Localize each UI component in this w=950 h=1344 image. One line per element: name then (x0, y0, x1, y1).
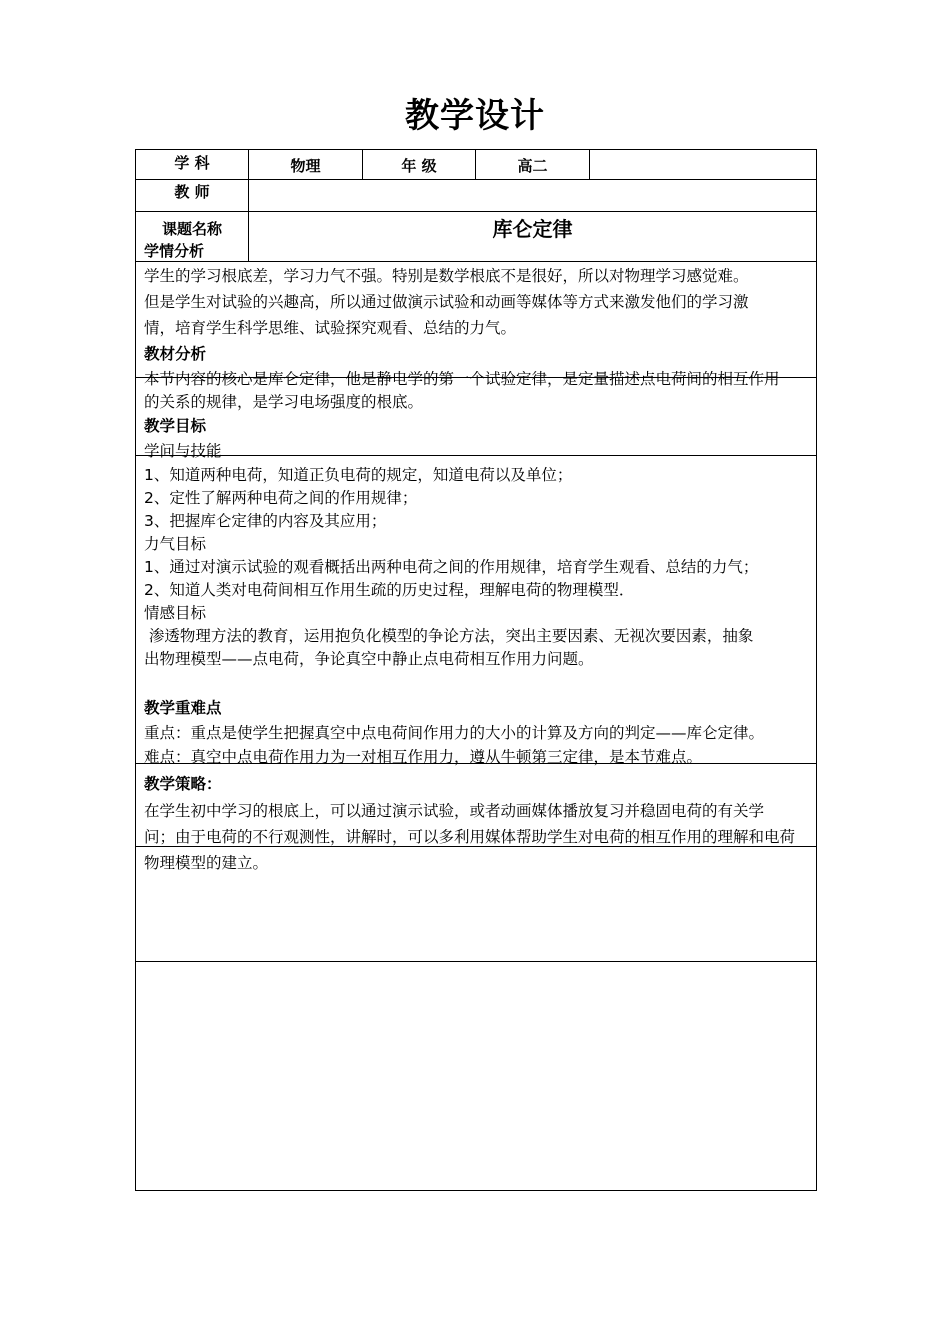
analysis-label: 学情分析 (144, 241, 205, 260)
sub-heading: 学问与技能 (144, 442, 222, 460)
sub-heading: 情感目标 (144, 604, 207, 622)
text-line: 物理模型的建立。 (144, 854, 269, 872)
section-heading: 教学重难点 (144, 699, 222, 717)
text-line: 本节内容的核心是库仑定律，他是静电学的第一个试验定律，是定量描述点电荷间的相互作用 (144, 370, 780, 388)
grade-label: 年 级 (401, 157, 437, 175)
list-item: 2、定性了解两种电荷之间的作用规律； (144, 489, 418, 507)
subject-label: 学 科 (174, 153, 210, 172)
list-item: 1、通过对演示试验的观看概括出两种电荷之间的作用规律，培育学生观看、总结的力气； (144, 558, 759, 576)
topic-label: 课题名称 (161, 219, 222, 238)
sub-heading: 力气目标 (144, 535, 207, 553)
topic-value: 库仑定律 (492, 216, 573, 241)
text-line: 但是学生对试验的兴趣高，所以通过做演示试验和动画等媒体等方式来激发他们的学习激 (144, 293, 749, 311)
text-line: 在学生初中学习的根底上，可以通过演示试验，或者动画媒体播放复习并稳固电荷的有关学 (144, 802, 765, 820)
text-line: 学生的学习根底差，学习力气不强。特别是数学根底不是很好，所以对物理学习感觉难。 (144, 267, 749, 285)
difficult-point: 难点：真空中点电荷作用力为一对相互作用力，遵从牛顿第三定律，是本节难点。 (144, 748, 703, 766)
section-heading: 教学目标 (144, 417, 207, 435)
list-item: 1、知道两种电荷，知道正负电荷的规定，知道电荷以及单位； (144, 466, 573, 484)
page-title: 教学设计 (405, 96, 545, 136)
subject-value: 物理 (290, 157, 321, 175)
text-line: 出物理模型——点电荷，争论真空中静止点电荷相互作用力问题。 (144, 650, 594, 668)
list-item: 3、把握库仑定律的内容及其应用； (144, 512, 387, 530)
grade-value: 高二 (517, 157, 548, 175)
important-point: 重点：重点是使学生把握真空中点电荷间作用力的大小的计算及方向的判定——库仑定律。 (144, 724, 765, 742)
section-heading: 教学策略： (144, 775, 222, 793)
text-line: 的关系的规律，是学习电场强度的根底。 (144, 393, 424, 411)
teacher-label: 教 师 (174, 182, 210, 201)
section-heading: 教材分析 (144, 345, 207, 363)
text-line: 情，培育学生科学思维、试验探究观看、总结的力气。 (144, 319, 517, 337)
text-line: 问；由于电荷的不行观测性，讲解时，可以多利用媒体帮助学生对电荷的相互作用的理解和电荷 (144, 828, 796, 846)
list-item: 2、知道人类对电荷间相互作用生疏的历史过程，理解电荷的物理模型． (144, 581, 635, 599)
text-line: 渗透物理方法的教育，运用抱负化模型的争论方法，突出主要因素、无视次要因素，抽象 (144, 627, 754, 645)
